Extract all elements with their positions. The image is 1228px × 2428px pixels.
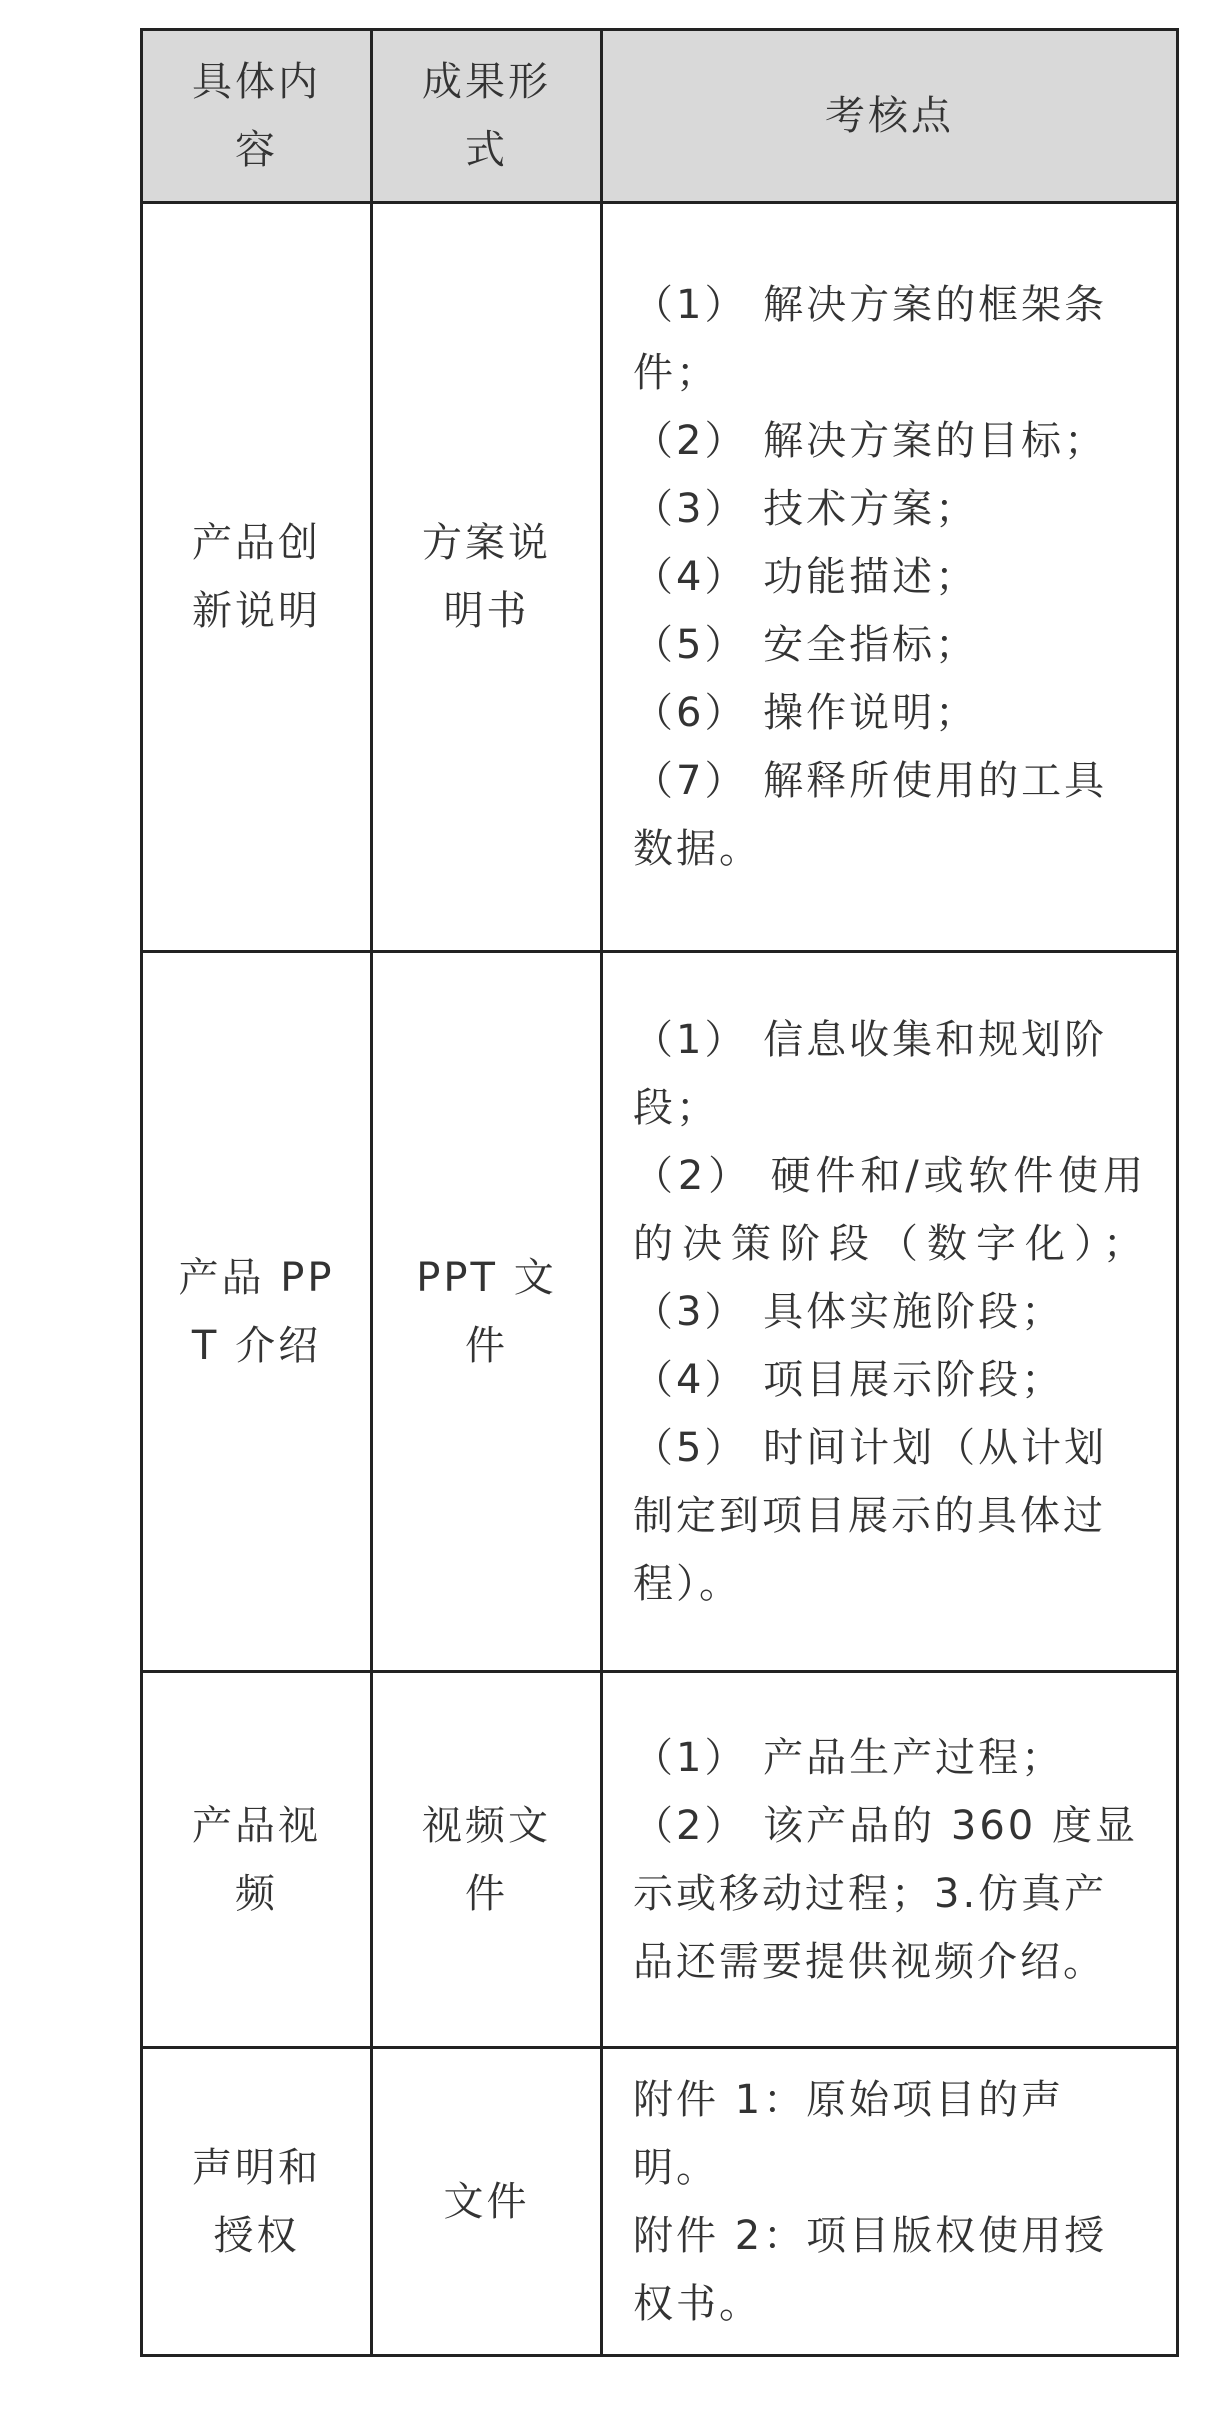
point-line: （5） 安全指标； — [633, 622, 979, 668]
point-line: （3） 具体实施阶段； — [633, 1288, 1065, 1335]
assessment-table — [140, 28, 1179, 2357]
point-line: （1） 产品生产过程； — [633, 1734, 1065, 1781]
point-line: （7） 解释所使用的工具数据。 — [633, 758, 1108, 872]
point-line: （6） 操作说明； — [633, 690, 979, 736]
point-line: （3） 技术方案； — [633, 486, 979, 532]
point-line: （5） 时间计划（从计划制定到项目展示的具体过程）。 — [633, 1424, 1108, 1607]
table-row — [142, 952, 1178, 1672]
point-line: （2） 该产品的 360 度显示或移动过程；3.仿真产品还需要提供视频介绍。 — [633, 1802, 1138, 1985]
point-line: （2） 硬件和/或软件使用的决策阶段（数字化）； — [633, 1152, 1146, 1267]
cell-assessment-points — [602, 952, 1178, 1672]
table-row — [142, 203, 1178, 952]
cell-assessment-points — [602, 203, 1178, 952]
table-row — [142, 1672, 1178, 2048]
cell-content: 产品视频 — [142, 1672, 372, 2048]
cell-assessment-points — [602, 1672, 1178, 2048]
cell-form: 文件 — [372, 2048, 602, 2356]
cell-content: 声明和授权 — [142, 2048, 372, 2356]
point-line: 附件 2：项目版权使用授权书。 — [633, 2212, 1108, 2327]
cell-form: 方案说明书 — [372, 203, 602, 952]
cell-content: 产品 PPT 介绍 — [142, 952, 372, 1672]
table-row — [142, 2048, 1178, 2356]
table-header-row — [142, 30, 1178, 203]
point-line: （4） 功能描述； — [633, 554, 979, 600]
point-line: （2） 解决方案的目标； — [633, 418, 1108, 464]
point-line: （1） 信息收集和规划阶段； — [633, 1016, 1108, 1131]
cell-form: PPT 文件 — [372, 952, 602, 1672]
header-form: 成果形式 — [372, 30, 602, 203]
header-assessment-points: 考核点 — [602, 30, 1178, 203]
point-line: （4） 项目展示阶段； — [633, 1356, 1065, 1403]
cell-assessment-points — [602, 2048, 1178, 2356]
header-content: 具体内容 — [142, 30, 372, 203]
cell-form: 视频文件 — [372, 1672, 602, 2048]
point-line: 附件 1：原始项目的声明。 — [633, 2076, 1065, 2191]
point-line: （1） 解决方案的框架条件； — [633, 282, 1108, 396]
cell-content: 产品创新说明 — [142, 203, 372, 952]
